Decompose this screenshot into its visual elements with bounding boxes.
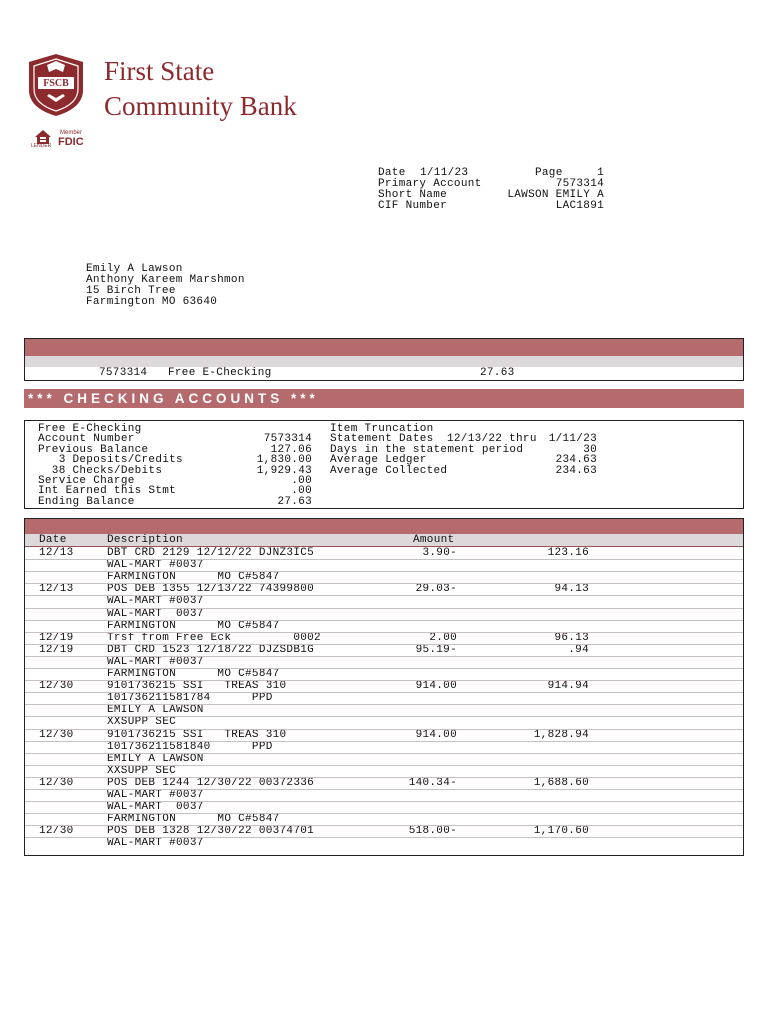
tx-date: 12/30 — [39, 728, 74, 741]
tx-amount: 3.90- — [422, 547, 457, 559]
info-value: 1/11/23 — [548, 433, 597, 446]
statement-header — [378, 168, 604, 212]
tx-description: 101736211581784 PPD — [107, 692, 273, 705]
tx-description: EMILY A LAWSON — [107, 752, 204, 765]
tx-description: WAL-MART #0037 — [107, 559, 204, 572]
tx-balance: 123.16 — [547, 547, 589, 559]
row-divider — [25, 656, 743, 657]
tx-description: FARMINGTON MO C#5847 — [107, 668, 280, 680]
address-line: Farmington MO 63640 — [86, 296, 218, 308]
account-info-left — [38, 424, 312, 507]
tx-date: 12/30 — [39, 776, 74, 789]
tx-date: 12/19 — [39, 631, 74, 644]
row-divider — [25, 789, 743, 790]
tx-description: WAL-MART 0037 — [107, 801, 204, 814]
info-value: 7573314 — [263, 433, 312, 446]
tx-date: 12/13 — [39, 583, 74, 596]
equal-housing-icon — [33, 128, 53, 148]
fdic-member-text: Member — [60, 130, 83, 136]
tx-amount: 95.19- — [415, 643, 457, 656]
tx-description: WAL-MART #0037 — [107, 789, 204, 801]
tx-description: XXSUPP SEC — [107, 716, 177, 729]
info-label: Average Ledger — [330, 454, 427, 467]
section-title: *** CHECKING ACCOUNTS *** — [28, 391, 319, 406]
account-info-right — [330, 424, 597, 476]
tx-amount: 518.00- — [408, 825, 457, 838]
tx-date: 12/19 — [39, 643, 74, 656]
summary-product: Free E-Checking — [168, 367, 272, 379]
row-divider — [25, 559, 743, 560]
bank-name-line1: First State — [104, 56, 215, 86]
logo-initials: FSCB — [43, 78, 69, 89]
col-header-amount: Amount — [413, 534, 455, 546]
tx-amount: 140.34- — [408, 776, 457, 789]
short-name-label: Short Name — [378, 189, 448, 201]
row-divider — [25, 837, 743, 838]
primary-account-label: Primary Account — [378, 178, 482, 190]
tx-description: WAL-MART #0037 — [107, 595, 204, 608]
info-value: 1,929.43 — [256, 464, 312, 477]
bank-logo — [25, 52, 87, 118]
row-divider — [25, 595, 743, 596]
tx-description: WAL-MART #0037 — [107, 655, 204, 668]
info-label: Account Number — [38, 433, 135, 446]
summary-balance: 27.63 — [480, 367, 515, 379]
tx-description: FARMINGTON MO C#5847 — [107, 571, 280, 584]
row-divider — [25, 704, 743, 705]
tx-description: Trsf from Free Eck 0002 — [107, 631, 321, 644]
tx-description: XXSUPP SEC — [107, 764, 177, 777]
tx-amount: 2.00 — [429, 631, 457, 644]
date-value: 1/11/23 — [420, 167, 469, 179]
col-header-date: Date — [39, 534, 67, 546]
info-label: Int Earned this Stmt — [38, 485, 177, 498]
summary-account: 7573314 — [99, 367, 148, 379]
info-label: Free E-Checking — [38, 423, 142, 435]
tx-date: 12/13 — [39, 547, 74, 559]
info-value: .00 — [291, 474, 312, 487]
tx-balance: 94.13 — [554, 583, 589, 596]
tx-balance: 914.94 — [547, 680, 589, 693]
tx-balance: 96.13 — [554, 631, 589, 644]
tx-description: DBT CRD 2129 12/12/22 DJNZ3IC5 — [107, 547, 315, 559]
row-divider — [25, 583, 743, 584]
row-divider — [25, 620, 743, 621]
tx-description: WAL-MART 0037 — [107, 607, 204, 620]
tx-description: DBT CRD 1523 12/18/22 DJZSDB1G — [107, 643, 315, 656]
tx-description: POS DEB 1355 12/13/22 74399800 — [107, 583, 315, 596]
date-label: Date — [378, 167, 406, 179]
row-divider — [25, 777, 743, 778]
page-value: 1 — [597, 167, 604, 179]
row-divider — [25, 608, 743, 609]
tx-description: POS DEB 1328 12/30/22 00374701 — [107, 825, 315, 838]
tx-balance: .94 — [568, 643, 589, 656]
col-header-description: Description — [107, 534, 183, 546]
row-divider — [25, 680, 743, 681]
info-value: 234.63 — [555, 454, 597, 467]
transactions-box — [24, 518, 744, 856]
info-label: 38 Checks/Debits — [38, 464, 163, 477]
row-divider — [25, 571, 743, 572]
tx-description: 9101736215 SSI TREAS 310 — [107, 680, 287, 693]
address-line: 15 Birch Tree — [86, 285, 176, 297]
tx-date: 12/30 — [39, 680, 74, 693]
tx-date: 12/30 — [39, 825, 74, 838]
info-label: Service Charge — [38, 474, 135, 487]
row-divider — [25, 668, 743, 669]
account-summary-box — [24, 338, 744, 381]
tx-description: 101736211581840 PPD — [107, 740, 273, 753]
page-label: Page — [535, 167, 563, 179]
short-name-value: LAWSON EMILY A — [507, 189, 604, 201]
cif-value: LAC1891 — [555, 200, 604, 212]
statement-dates-range: 12/13/22 thru — [447, 433, 537, 446]
row-divider — [25, 741, 743, 742]
row-divider — [25, 716, 743, 717]
tx-amount: 914.00 — [415, 728, 457, 741]
address-line: Anthony Kareem Marshmon — [86, 274, 245, 286]
info-value: 30 — [583, 443, 597, 456]
row-divider — [25, 632, 743, 633]
row-divider — [25, 729, 743, 730]
tx-description: FARMINGTON MO C#5847 — [107, 619, 280, 632]
row-divider — [25, 765, 743, 766]
tx-description: POS DEB 1244 12/30/22 00372336 — [107, 776, 315, 789]
section-title-bar — [24, 389, 744, 408]
info-value: 1,830.00 — [256, 454, 312, 467]
tx-description: FARMINGTON MO C#5847 — [107, 813, 280, 826]
fdic-text: FDIC — [58, 136, 84, 148]
info-label: Statement Dates — [330, 433, 434, 446]
info-value: 27.63 — [277, 495, 312, 508]
tx-description: 9101736215 SSI TREAS 310 — [107, 728, 287, 741]
tx-balance: 1,170.60 — [533, 825, 589, 838]
address-line: Emily A Lawson — [86, 263, 183, 275]
tx-amount: 914.00 — [415, 680, 457, 693]
row-divider — [25, 692, 743, 693]
transactions-header — [25, 534, 743, 547]
info-label: Previous Balance — [38, 443, 149, 456]
tx-description: WAL-MART #0037 — [107, 837, 204, 850]
fdic-badge — [58, 130, 84, 148]
row-divider — [25, 825, 743, 826]
tx-balance: 1,828.94 — [533, 728, 589, 741]
table-row — [25, 838, 743, 850]
tx-balance: 1,688.60 — [533, 776, 589, 789]
tx-amount: 29.03- — [415, 583, 457, 596]
info-label: Ending Balance — [38, 495, 135, 508]
info-label: Days in the statement period — [330, 443, 524, 456]
mailing-address — [86, 264, 245, 308]
tx-description: EMILY A LAWSON — [107, 704, 204, 717]
primary-account-value: 7573314 — [555, 178, 604, 190]
row-divider — [25, 813, 743, 814]
bank-name-line2: Community Bank — [104, 91, 297, 121]
row-divider — [25, 753, 743, 754]
info-label: Average Collected — [330, 464, 448, 477]
transaction-list — [25, 547, 743, 856]
cif-label: CIF Number — [378, 200, 448, 212]
row-divider — [25, 801, 743, 802]
equal-housing-text: LENDER — [31, 143, 52, 149]
info-value: 234.63 — [555, 464, 597, 477]
info-label: Item Truncation — [330, 423, 434, 435]
info-value: .00 — [291, 485, 312, 498]
row-divider — [25, 644, 743, 645]
account-info-box — [24, 420, 744, 509]
info-value: 127.06 — [270, 443, 312, 456]
info-label: 3 Deposits/Credits — [38, 454, 183, 467]
